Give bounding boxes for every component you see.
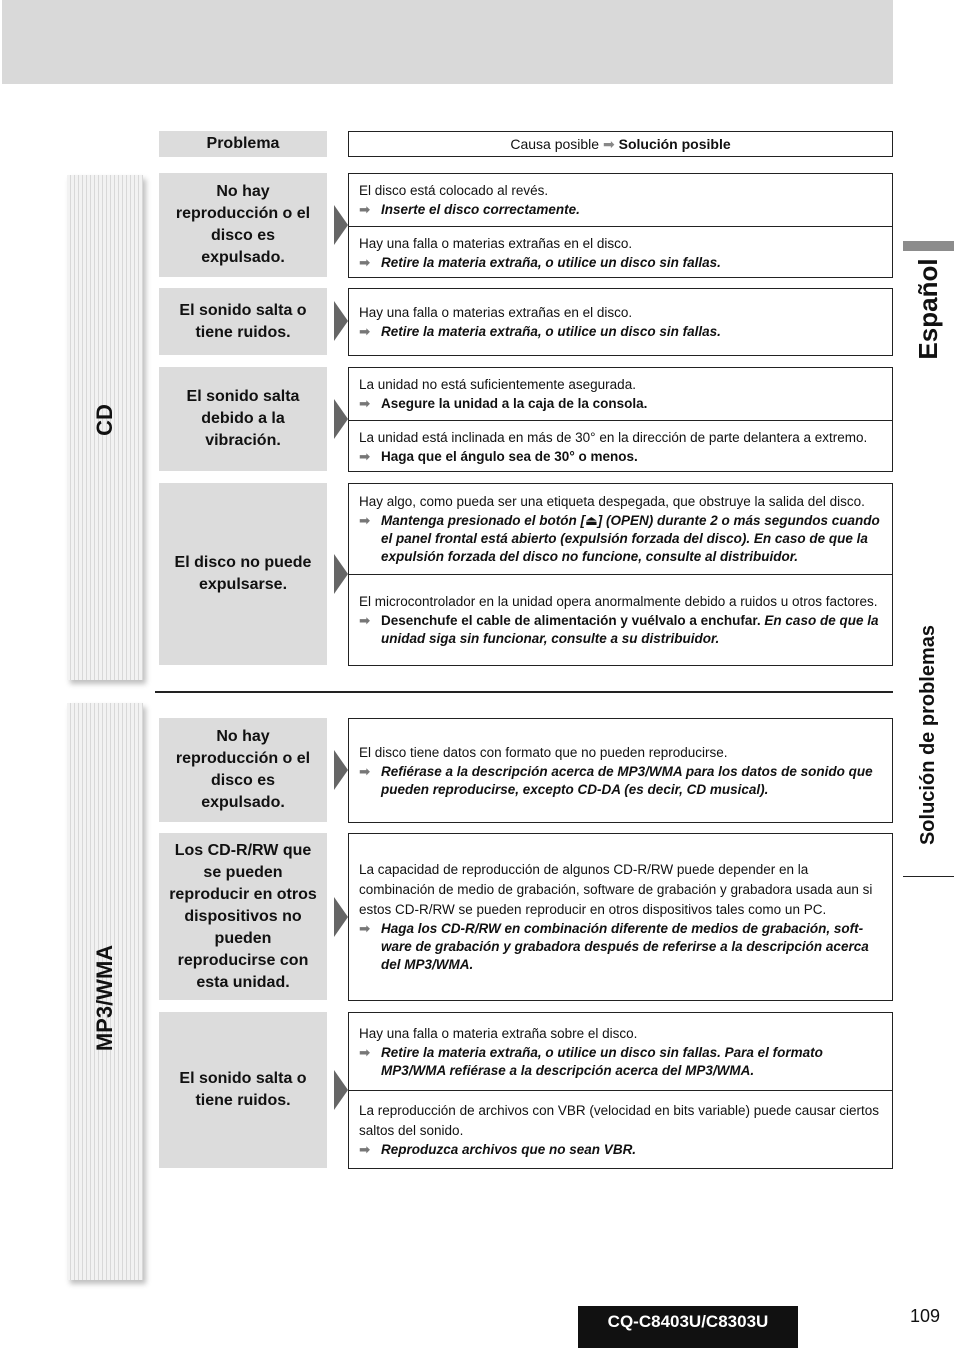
arrow-right-icon: ➡ xyxy=(359,324,371,339)
cause-item xyxy=(349,420,892,472)
solution-text: Mantenga presionado el botón [⏏] (OPEN) durante 2 o más segundos cuando el panel frontal está abierto (expulsión forzada del disco). En caso de que la expulsión forzada del disco no funcione, consulte al distribuidor. xyxy=(381,513,880,564)
section-divider xyxy=(155,691,893,693)
cause-item xyxy=(349,1013,892,1090)
solution-text: Inserte el disco correctamente. xyxy=(381,202,580,217)
arrow-right-icon: ➡ xyxy=(602,136,615,152)
cause-text: El disco tiene datos con formato que no pueden reproducirse. xyxy=(359,744,728,760)
header-band xyxy=(2,0,893,84)
cause-text: Hay una falla o materia extraña sobre el disco. xyxy=(359,1025,638,1041)
sidebar-rule xyxy=(903,876,954,877)
cause-item xyxy=(349,484,892,574)
cause-text: El microcontrolador en la unidad opera anormalmente debido a ruidos u otros factores. xyxy=(359,594,878,609)
pointer-arrow-icon xyxy=(334,205,348,245)
cause-box xyxy=(348,288,893,356)
solution-header-label: Solución posible xyxy=(618,136,731,152)
section-strip-cd xyxy=(67,175,143,680)
cause-item xyxy=(349,574,892,665)
arrow-right-icon: ➡ xyxy=(359,513,371,528)
problem-cell: El sonido salta debido a la vibración. xyxy=(159,367,327,471)
solution-text: Reproduzca archivos que no sean VBR. xyxy=(381,1141,637,1157)
cause-box xyxy=(348,718,893,823)
problem-cell: El sonido salta o tiene ruidos. xyxy=(159,1012,327,1168)
model-number: CQ-C8403U/C8303U xyxy=(578,1306,798,1348)
section-label-mp3: MP3/WMA xyxy=(92,944,117,1052)
section-label-cd: CD xyxy=(92,404,117,436)
arrow-right-icon: ➡ xyxy=(359,202,371,217)
cause-item xyxy=(349,289,892,355)
pointer-arrow-icon xyxy=(334,897,348,937)
cause-item xyxy=(349,1090,892,1168)
cause-text: El disco está colocado al revés. xyxy=(359,183,549,198)
solution-text: Asegure la unidad a la caja de la consola. xyxy=(381,396,648,411)
cause-item xyxy=(349,368,892,420)
arrow-right-icon: ➡ xyxy=(359,921,371,936)
cause-text: Hay una falla o materias extrañas en el disco. xyxy=(359,235,633,251)
arrow-right-icon: ➡ xyxy=(359,763,371,779)
solution-text: Retire la materia extraña, o utilice un disco sin fallas. xyxy=(381,324,721,339)
problem-cell: No hay reproducción o el disco es expulsado. xyxy=(159,718,327,822)
solution-text: Retire la materia extraña, o utilice un disco sin fallas. xyxy=(381,254,721,270)
section-strip-mp3 xyxy=(67,703,143,1280)
cause-text: La unidad está inclinada en más de 30° en la dirección de parte delantera a extremo. xyxy=(359,429,868,445)
cause-text: Hay una falla o materias extrañas en el disco. xyxy=(359,305,633,320)
cause-box xyxy=(348,833,893,1001)
cause-box xyxy=(348,173,893,278)
solution-text: Retire la materia extraña, o utilice un disco sin fallas. Para el formato MP3/WMA refiérase a la descripción acerca del MP3/WMA. xyxy=(381,1044,823,1078)
arrow-right-icon: ➡ xyxy=(359,613,371,628)
sidebar-language-label: Español xyxy=(913,258,943,360)
solution-text: Haga que el ángulo sea de 30° o menos. xyxy=(381,448,638,464)
cause-text: La capacidad de reproducción de algunos CD-R/RW puede depender en la combinación de medio de grabación, software de grabación y grabadora usada aun si estos CD-R/RW se pueden reproducir en otros dispositivos tales como un PC. xyxy=(359,862,873,917)
cause-box xyxy=(348,1012,893,1169)
sidebar-chapter xyxy=(903,610,954,860)
column-header-problem: Problema xyxy=(159,131,327,157)
cause-text: Hay algo, como pueda ser una etiqueta despegada, que obstruye la salida del disco. xyxy=(359,494,865,509)
column-header-cause xyxy=(348,131,893,157)
solution-extra-text: En caso de que la unidad siga sin funcionar, consulte a su distribuidor. xyxy=(381,613,879,646)
arrow-right-icon: ➡ xyxy=(359,254,371,270)
cause-text: La reproducción de archivos con VBR (velocidad en bits variable) puede causar ciertos saltos del sonido. xyxy=(359,1102,880,1138)
cause-item xyxy=(349,226,892,278)
pointer-arrow-icon xyxy=(334,301,348,341)
sidebar-tab-marker xyxy=(903,241,954,251)
pointer-arrow-icon xyxy=(334,750,348,790)
arrow-right-icon: ➡ xyxy=(359,396,371,411)
arrow-right-icon: ➡ xyxy=(359,1141,371,1157)
cause-box xyxy=(348,483,893,666)
cause-text: La unidad no está suficientemente asegurada. xyxy=(359,377,636,392)
solution-text: Refiérase a la descripción acerca de MP3/WMA para los datos de sonido que pueden reproducirse, excepto CD-DA (es decir, CD musical). xyxy=(381,763,873,797)
problem-cell: El sonido salta o tiene ruidos. xyxy=(159,288,327,355)
sidebar-chapter-label: Solución de problemas xyxy=(917,624,939,846)
arrow-right-icon: ➡ xyxy=(359,448,371,464)
pointer-arrow-icon xyxy=(334,399,348,439)
cause-box xyxy=(348,367,893,472)
problem-cell: El disco no puede expulsarse. xyxy=(159,483,327,665)
pointer-arrow-icon xyxy=(334,1070,348,1110)
problem-cell: No hay reproducción o el disco es expulsado. xyxy=(159,173,327,277)
pointer-arrow-icon xyxy=(334,554,348,594)
sidebar-language xyxy=(903,258,954,360)
page-number: 109 xyxy=(909,1306,941,1326)
solution-text: Haga los CD-R/RW en combinación diferente de medios de grabación, soft-ware de grabación y grabadora después de referirse a la descripción acerca del MP3/WMA. xyxy=(381,921,869,972)
arrow-right-icon: ➡ xyxy=(359,1044,371,1060)
solution-text: Desenchufe el cable de alimentación y vuélvalo a enchufar. xyxy=(381,613,761,628)
cause-item xyxy=(349,174,892,226)
cause-header-label: Causa posible xyxy=(510,136,600,152)
cause-item xyxy=(349,834,892,1000)
problem-cell: Los CD-R/RW que se pueden reproducir en otros dispositivos no pueden reproducirse con esta unidad. xyxy=(159,833,327,1000)
cause-item xyxy=(349,719,892,822)
